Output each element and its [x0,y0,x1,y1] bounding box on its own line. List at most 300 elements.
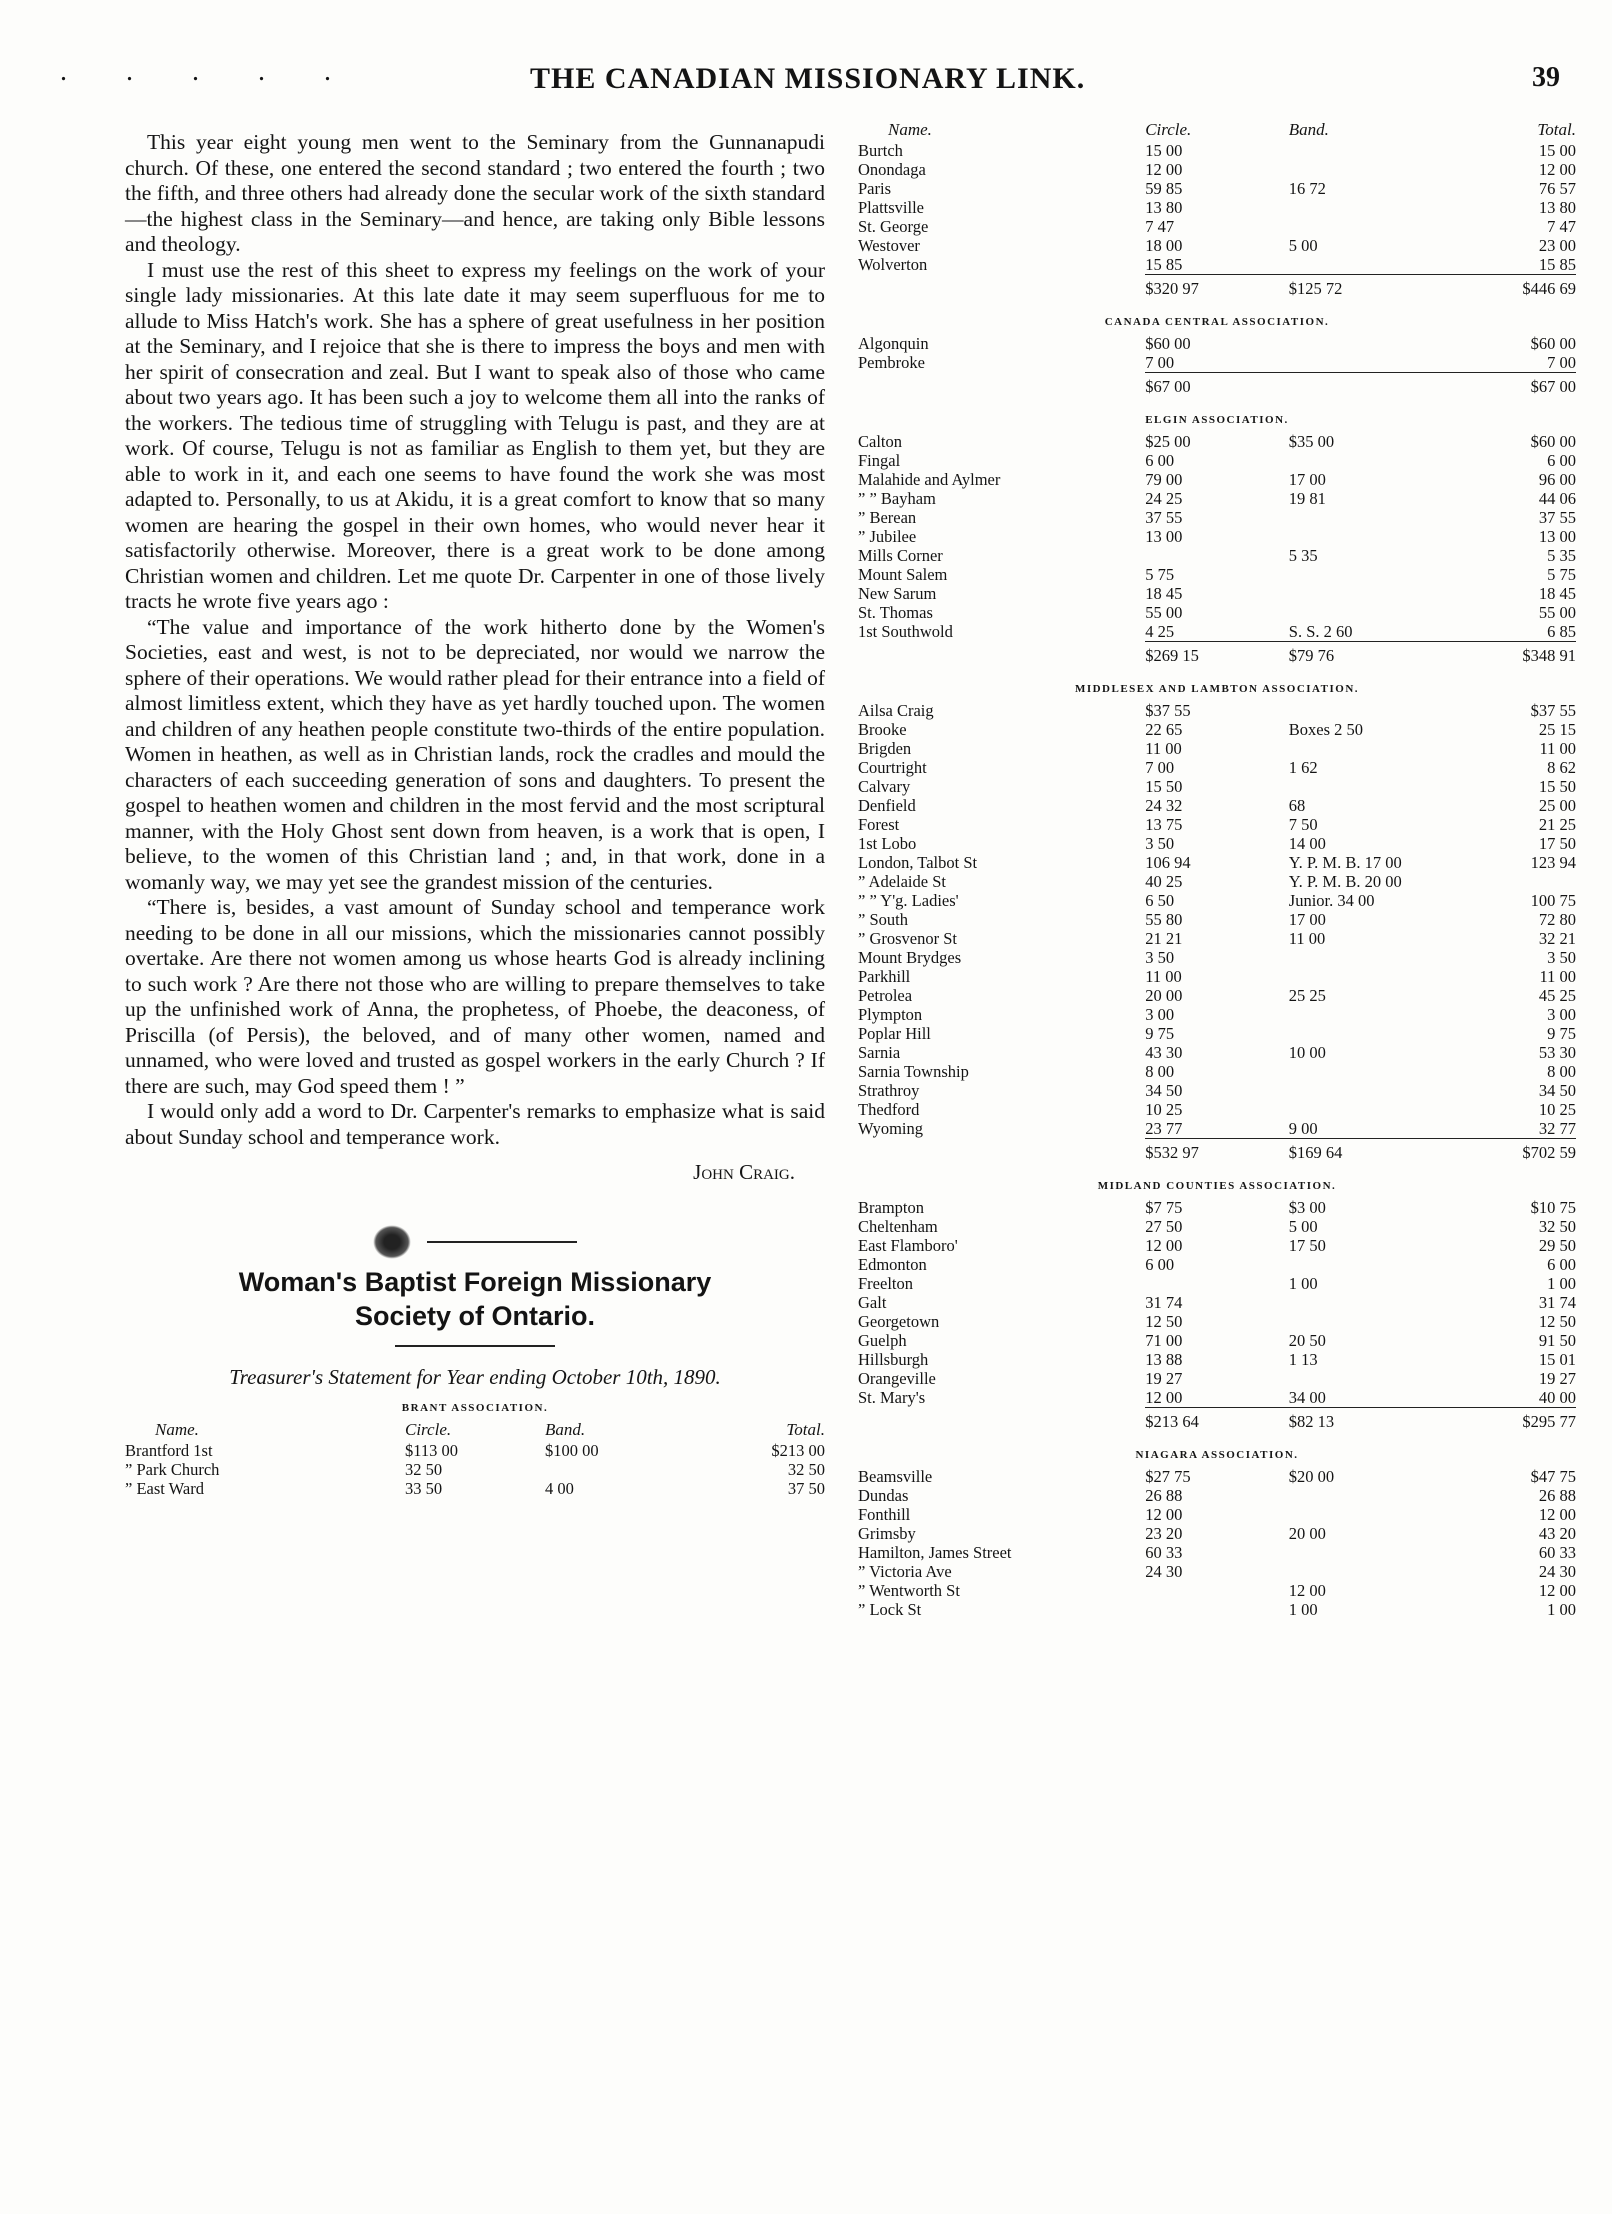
row-band [1289,967,1447,986]
row-name: East Flamboro' [858,1236,958,1255]
table-row [125,1441,825,1460]
row-total: 15 50 [1538,777,1576,796]
ornament-rule [427,1241,577,1243]
row-total: 96 00 [1538,470,1576,489]
column-circle-header: Circle. [1145,120,1192,139]
row-total: 11 00 [1539,967,1576,986]
article-paragraph: “There is, besides, a vast amount of Sunday school and temperance work needing to be done in all our missions, which the missionaries cannot possibly overtake. Are there not women among us whose hearts God is already inclining to such work ? Are there not those who are willing to prepare themselves to take up the unfinished work of Anna, the prophetess, of Phoebe, the deaconess, of Priscilla (of Persis), the beloved, and of many other women, named and unnamed, who were loved and trusted as gospel workers in the early Church ? If there are such, may God speed them ! ” [125,895,825,1098]
row-band [1289,584,1447,603]
row-total: 72 80 [1538,910,1576,929]
row-band: Y. P. M. B. 20 00 [1288,872,1402,891]
totals-label [858,1139,1145,1163]
row-circle: 6 00 [1145,451,1175,470]
totals-label [858,642,1145,666]
row-circle: 8 00 [1145,1062,1175,1081]
row-name: Plattsville [858,198,924,217]
row-name: Wolverton [858,255,928,275]
row-circle: 12 00 [1145,1236,1183,1255]
table-row [858,603,1576,622]
row-name: Wyoming [858,1119,924,1139]
row-circle: $37 55 [1145,701,1191,720]
row-total: 18 45 [1538,584,1576,603]
row-circle: 22 65 [1145,720,1183,739]
signature: John Craig. [693,1160,795,1184]
table-row [858,508,1576,527]
row-circle: 15 50 [1145,777,1183,796]
row-name: Onondaga [858,160,926,179]
total-grand: $67 00 [1447,373,1576,397]
row-name: Strathroy [858,1081,920,1100]
association-table [858,1198,1576,1431]
row-band: 25 25 [1288,986,1326,1005]
row-total: 55 00 [1538,603,1576,622]
totals-row [858,373,1576,397]
table-row [858,1350,1576,1369]
row-name: ” Adelaide St [858,872,946,891]
row-circle: 31 74 [1145,1293,1183,1312]
row-total: 37 55 [1538,508,1576,527]
row-name: Georgetown [858,1312,940,1331]
row-total: 53 30 [1538,1043,1576,1062]
row-band [1289,1486,1447,1505]
table-row [858,815,1576,834]
row-circle: 55 80 [1145,910,1183,929]
association-section [858,683,1576,1162]
row-band [1289,451,1447,470]
society-name-line1: Woman's Baptist Foreign Missionary [238,1267,712,1297]
row-band: Junior. 34 00 [1288,891,1375,910]
table-row [858,1236,1576,1255]
row-band [1289,739,1447,758]
row-circle: 15 85 [1145,255,1183,274]
row-circle: 7 00 [1145,353,1175,372]
table-row [858,986,1576,1005]
table-row [858,198,1576,217]
row-circle: 60 33 [1145,1543,1183,1562]
row-circle: 18 00 [1145,236,1183,255]
row-circle: 13 75 [1145,815,1183,834]
row-circle: 13 88 [1145,1350,1183,1369]
row-total: 7 47 [1547,217,1576,236]
row-circle: 24 25 [1145,489,1183,508]
row-name: 1st Lobo [858,834,917,853]
total-circle: $67 00 [1145,373,1289,397]
row-total: 123 94 [1530,853,1576,872]
table-row [858,929,1576,948]
row-circle: 18 45 [1145,584,1183,603]
journal-title: THE CANADIAN MISSIONARY LINK. [530,62,1086,95]
table-row [858,910,1576,929]
association-section [858,120,1576,298]
table-row [858,451,1576,470]
row-total: 76 57 [1538,179,1576,198]
row-total: 45 25 [1538,986,1576,1005]
table-row [858,1024,1576,1043]
row-total: 5 75 [1547,565,1576,584]
total-circle: $532 97 [1145,1139,1289,1163]
row-circle: 11 00 [1145,739,1182,758]
row-circle: 19 27 [1145,1369,1183,1388]
column-header-row [125,1420,825,1441]
row-band [1289,1369,1447,1388]
table-row [858,353,1576,373]
table-row [858,255,1576,275]
row-circle: 6 00 [1145,1255,1175,1274]
row-band [1289,141,1447,160]
row-band [1289,334,1447,353]
row-band: $35 00 [1288,432,1335,451]
row-name: Calton [858,432,902,451]
row-name: Malahide and Aylmer [858,470,1001,489]
row-name: Grimsby [858,1524,916,1543]
table-row [858,967,1576,986]
totals-row [858,1408,1576,1432]
row-total: 60 33 [1538,1543,1576,1562]
row-band [1289,527,1447,546]
table-row [858,758,1576,777]
row-band [1289,217,1447,236]
column-name-header: Name. [888,120,932,139]
row-circle: $25 00 [1145,432,1191,451]
row-band [1289,508,1447,527]
table-row [858,777,1576,796]
row-total: 32 50 [787,1460,825,1479]
row-name: Sarnia [858,1043,901,1062]
row-total: 21 25 [1538,815,1576,834]
total-grand: $702 59 [1447,1139,1576,1163]
row-name: Mills Corner [858,546,943,565]
row-name: ” East Ward [125,1479,205,1498]
row-band: 5 00 [1288,1217,1318,1236]
table-row [858,334,1576,353]
table-row [858,948,1576,967]
table-row [858,1293,1576,1312]
row-circle [1145,1274,1289,1293]
row-circle: 7 47 [1145,217,1175,236]
article-paragraph: “The value and importance of the work hitherto done by the Women's Societies, east and west, is not to be depreciated, nor would we narrow the sphere of their operations. We would rather plead for their entrance into a field of almost limitless extent, which they have as yet hardly touched upon. The women and children of any heathen people constitute two-thirds of the entire population. Women in heathen, as well as in Christian lands, rock the cradles and mould the characters of each succeeding generation of sons and daughters. To present the gospel to heathen women and children in the most fervid and the most scriptural manner, with the Holy Ghost sent down from heaven, is a work that is open, I believe, to the women of this Christian land ; and, in that work, done in a womanly way, we may yet see the grandest mission of the centuries. [125,614,825,894]
row-name: Guelph [858,1331,907,1350]
row-band [1289,948,1447,967]
association-section [858,1449,1576,1619]
row-total: 6 00 [1547,451,1576,470]
association-heading: ELGIN ASSOCIATION. [1145,414,1289,426]
row-name: St. Thomas [858,603,933,622]
association-table [858,120,1576,298]
row-band: 7 50 [1288,815,1318,834]
table-row [858,141,1576,160]
row-name: St. Mary's [858,1388,926,1408]
row-total: 17 50 [1538,834,1576,853]
row-band: 5 35 [1288,546,1318,565]
table-row [858,1255,1576,1274]
row-name: Beamsville [858,1467,933,1486]
association-heading: MIDDLESEX AND LAMBTON ASSOCIATION. [1074,683,1360,695]
row-circle: 12 00 [1145,1505,1183,1524]
table-row [858,720,1576,739]
row-name: Calvary [858,777,911,796]
table-row [858,236,1576,255]
row-total: 25 15 [1538,720,1576,739]
row-band [1289,1062,1447,1081]
table-row [858,1331,1576,1350]
row-circle: $27 75 [1145,1467,1191,1486]
row-name: Paris [858,179,891,198]
society-heading [125,1225,825,1390]
ornament [125,1225,825,1259]
column-total-header: Total. [1537,120,1576,139]
article-paragraph: I would only add a word to Dr. Carpenter's remarks to emphasize what is said about Sunday school and temperance work. [125,1099,825,1149]
row-band [1289,198,1447,217]
row-total: 12 00 [1538,160,1576,179]
row-total: 12 00 [1538,1581,1576,1600]
table-row [858,622,1576,642]
table-row [858,1600,1576,1619]
row-name: Courtright [858,758,927,777]
row-total: 24 30 [1538,1562,1576,1581]
table-row [858,1467,1576,1486]
right-column [858,120,1576,1619]
row-total: 19 27 [1538,1369,1576,1388]
row-total: 43 20 [1538,1524,1576,1543]
row-circle: 10 25 [1145,1100,1183,1119]
article-body [125,130,825,1150]
row-circle: 106 94 [1145,853,1191,872]
row-circle: 11 00 [1145,967,1182,986]
row-total [1447,872,1576,891]
row-band: 14 00 [1288,834,1326,853]
row-name: Galt [858,1293,887,1312]
row-total: 3 50 [1547,948,1576,967]
total-band: $79 76 [1289,642,1447,666]
row-band: 68 [1288,796,1306,815]
row-band: $20 00 [1288,1467,1335,1486]
row-circle [1145,546,1289,565]
totals-row [858,642,1576,666]
row-circle: 6 50 [1145,891,1175,910]
table-row [858,1217,1576,1236]
row-circle: 43 30 [1145,1043,1183,1062]
totals-label [858,1408,1145,1432]
row-name: Brigden [858,739,912,758]
row-band: 1 13 [1288,1350,1318,1369]
row-band: S. S. 2 60 [1288,622,1353,641]
table-row [858,1274,1576,1293]
table-row [858,179,1576,198]
row-name: Hillsburgh [858,1350,929,1369]
row-total: 8 62 [1547,758,1576,777]
row-total: 37 50 [787,1479,825,1498]
row-name: Ailsa Craig [858,701,934,720]
row-name: Brampton [858,1198,924,1217]
row-total: 29 50 [1538,1236,1576,1255]
table-row [858,1388,1576,1408]
row-band [1289,701,1447,720]
table-row [858,796,1576,815]
table-row [858,432,1576,451]
row-circle: 23 20 [1145,1524,1183,1543]
row-circle [1145,1600,1289,1619]
row-band [1289,1024,1447,1043]
row-name: ” Victoria Ave [858,1562,952,1581]
row-band: $3 00 [1288,1198,1326,1217]
table-row [858,1062,1576,1081]
brant-association [125,1402,825,1498]
row-band [1289,1505,1447,1524]
row-name: Fingal [858,451,901,470]
row-total: 1 00 [1547,1274,1576,1293]
row-band: 1 00 [1288,1274,1318,1293]
total-grand: $348 91 [1447,642,1576,666]
table-row [858,1198,1576,1217]
divider [395,1345,555,1347]
brant-table [125,1420,825,1498]
row-circle: 24 32 [1145,796,1183,815]
row-circle: 40 25 [1145,872,1183,891]
row-band: $100 00 [545,1441,599,1460]
column-header-row [858,120,1576,141]
row-circle: $7 75 [1145,1198,1183,1217]
row-circle [1145,1581,1289,1600]
row-total: $10 75 [1530,1198,1576,1217]
row-total: 31 74 [1538,1293,1576,1312]
table-row [858,872,1576,891]
page-header [0,56,1612,102]
row-band: 17 50 [1288,1236,1326,1255]
total-circle: $213 64 [1145,1408,1289,1432]
table-row [858,891,1576,910]
row-circle: 12 00 [1145,1388,1183,1407]
row-total: 5 35 [1547,546,1576,565]
row-band: 16 72 [1288,179,1326,198]
association-table [858,701,1576,1162]
left-column [125,130,825,1498]
row-total: 100 75 [1530,891,1576,910]
row-total: 15 00 [1538,141,1576,160]
row-total: 26 88 [1538,1486,1576,1505]
row-circle: 3 50 [1145,834,1175,853]
row-circle: 34 50 [1145,1081,1183,1100]
row-total: 32 77 [1538,1119,1576,1138]
table-row [858,1043,1576,1062]
row-total: 25 00 [1538,796,1576,815]
total-circle: $320 97 [1145,275,1289,299]
column-band-header: Band. [545,1420,586,1439]
association-heading: NIAGARA ASSOCIATION. [1135,1449,1299,1461]
row-band [1289,353,1447,373]
row-name: Freelton [858,1274,913,1293]
row-name: ” South [858,910,908,929]
header-dots: . . . . . [60,56,357,87]
table-row [858,1005,1576,1024]
total-grand: $446 69 [1447,275,1576,299]
total-grand: $295 77 [1447,1408,1576,1432]
row-total: $60 00 [1530,334,1576,353]
total-circle: $269 15 [1145,642,1289,666]
table-row [858,701,1576,720]
association-heading: CANADA CENTRAL ASSOCIATION. [1104,316,1330,328]
row-total: $37 55 [1530,701,1576,720]
row-name: Edmonton [858,1255,927,1274]
column-name-header: Name. [155,1420,199,1439]
row-total: 44 06 [1538,489,1576,508]
row-name: Hamilton, James Street [858,1543,1012,1562]
row-band: 9 00 [1288,1119,1318,1138]
table-row [858,217,1576,236]
row-band: 20 50 [1288,1331,1326,1350]
row-total: 10 25 [1538,1100,1576,1119]
society-name-line2: Society of Ontario. [354,1301,596,1331]
ornament-flourish-icon [373,1225,411,1259]
table-row [858,834,1576,853]
row-band [1289,777,1447,796]
row-total: 1 00 [1547,1600,1576,1619]
page-number: 39 [1532,62,1560,93]
row-name: Brantford 1st [125,1441,213,1460]
row-circle: 5 75 [1145,565,1175,584]
row-band [1289,1005,1447,1024]
row-name: Orangeville [858,1369,936,1388]
row-band: 11 00 [1288,929,1326,948]
row-name: 1st Southwold [858,622,953,642]
row-name: Fonthill [858,1505,911,1524]
table-row [858,546,1576,565]
row-band: 12 00 [1288,1581,1326,1600]
row-name: St. George [858,217,929,236]
row-total: 32 21 [1538,929,1576,948]
row-band: 17 00 [1288,470,1326,489]
row-total: 40 00 [1538,1388,1576,1407]
article-paragraph: This year eight young men went to the Seminary from the Gunnanapudi church. Of these, one entered the second standard ; two entered the fourth ; two the fifth, and three others had already done the secular work of the sixth standard—the highest class in the Seminary—and hence, are taking only Bible lessons and theology. [125,130,825,256]
row-total: 23 00 [1538,236,1576,255]
association-section [858,414,1576,665]
table-row [858,1081,1576,1100]
row-name: Sarnia Township [858,1062,969,1081]
table-row [858,1543,1576,1562]
row-total: 34 50 [1538,1081,1576,1100]
table-row [858,584,1576,603]
association-heading: MIDLAND COUNTIES ASSOCIATION. [1097,1180,1337,1192]
totals-label [858,373,1145,397]
row-band [545,1460,699,1479]
association-table [858,432,1576,665]
row-total: 7 00 [1547,353,1576,372]
row-circle: 7 00 [1145,758,1175,777]
row-band [1289,255,1447,275]
row-band [1289,1562,1447,1581]
total-band [1289,373,1447,397]
row-band: Boxes 2 50 [1288,720,1364,739]
row-total: 8 00 [1547,1062,1576,1081]
association-section [858,1180,1576,1431]
total-band: $125 72 [1289,275,1447,299]
row-name: ” ” Bayham [858,489,936,508]
row-circle: 79 00 [1145,470,1183,489]
row-total: 15 01 [1538,1350,1576,1369]
table-row [858,1581,1576,1600]
row-circle: 9 75 [1145,1024,1175,1043]
table-row [858,1524,1576,1543]
row-band [1289,160,1447,179]
row-total: 3 00 [1547,1005,1576,1024]
row-total: 12 00 [1538,1505,1576,1524]
row-band: 4 00 [545,1479,574,1498]
row-band: 10 00 [1288,1043,1326,1062]
row-name: Petrolea [858,986,913,1005]
row-band [1289,603,1447,622]
row-circle: 23 77 [1145,1119,1183,1138]
row-band: 19 81 [1288,489,1326,508]
row-total: $47 75 [1530,1467,1576,1486]
